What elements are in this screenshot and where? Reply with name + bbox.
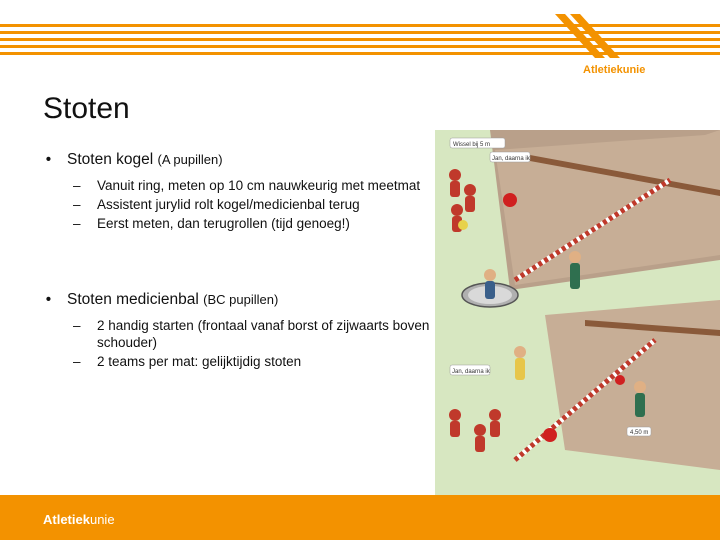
label-distance: 4,50 m	[630, 430, 649, 436]
bullet-shot-put	[30, 150, 430, 234]
sub-item: – Eerst meten, dan terugrollen (tijd genoeg!)	[73, 216, 350, 231]
header-logo: Atletiekunie	[583, 64, 646, 76]
sub-item: – 2 handig starten (frontaal vanaf borst of zijwaarts boven schouder)	[73, 318, 430, 350]
bullet-main: Stoten kogel	[67, 151, 154, 168]
bullet-suffix: (A pupillen)	[157, 152, 223, 167]
bullet-medicine-ball	[30, 290, 430, 372]
footer-logo: Atletiekunie	[43, 512, 115, 527]
field-illustration	[435, 130, 720, 495]
slide-title: Stoten	[43, 92, 130, 125]
label-top: Wissel bij 5 m	[453, 142, 491, 148]
bullet-main: Stoten medicienbal	[67, 291, 199, 308]
sub-item: – Assistent jurylid rolt kogel/medicienbal terug	[73, 197, 360, 212]
sub-item: – Vanuit ring, meten op 10 cm nauwkeurig met meetmat	[73, 178, 421, 193]
label-ring: Jan, daarna ik	[492, 156, 530, 162]
sub-list	[73, 317, 430, 370]
sub-item: – 2 teams per mat: gelijktijdig stoten	[73, 354, 302, 369]
sub-list	[73, 177, 430, 232]
footer-bar	[0, 495, 720, 540]
bullet-icon: •	[45, 291, 52, 308]
bullet-icon: •	[45, 151, 52, 168]
label-mid: Jan, daarna ik	[452, 369, 490, 375]
header-stripes	[0, 0, 720, 70]
bullet-suffix: (BC pupillen)	[203, 292, 279, 307]
